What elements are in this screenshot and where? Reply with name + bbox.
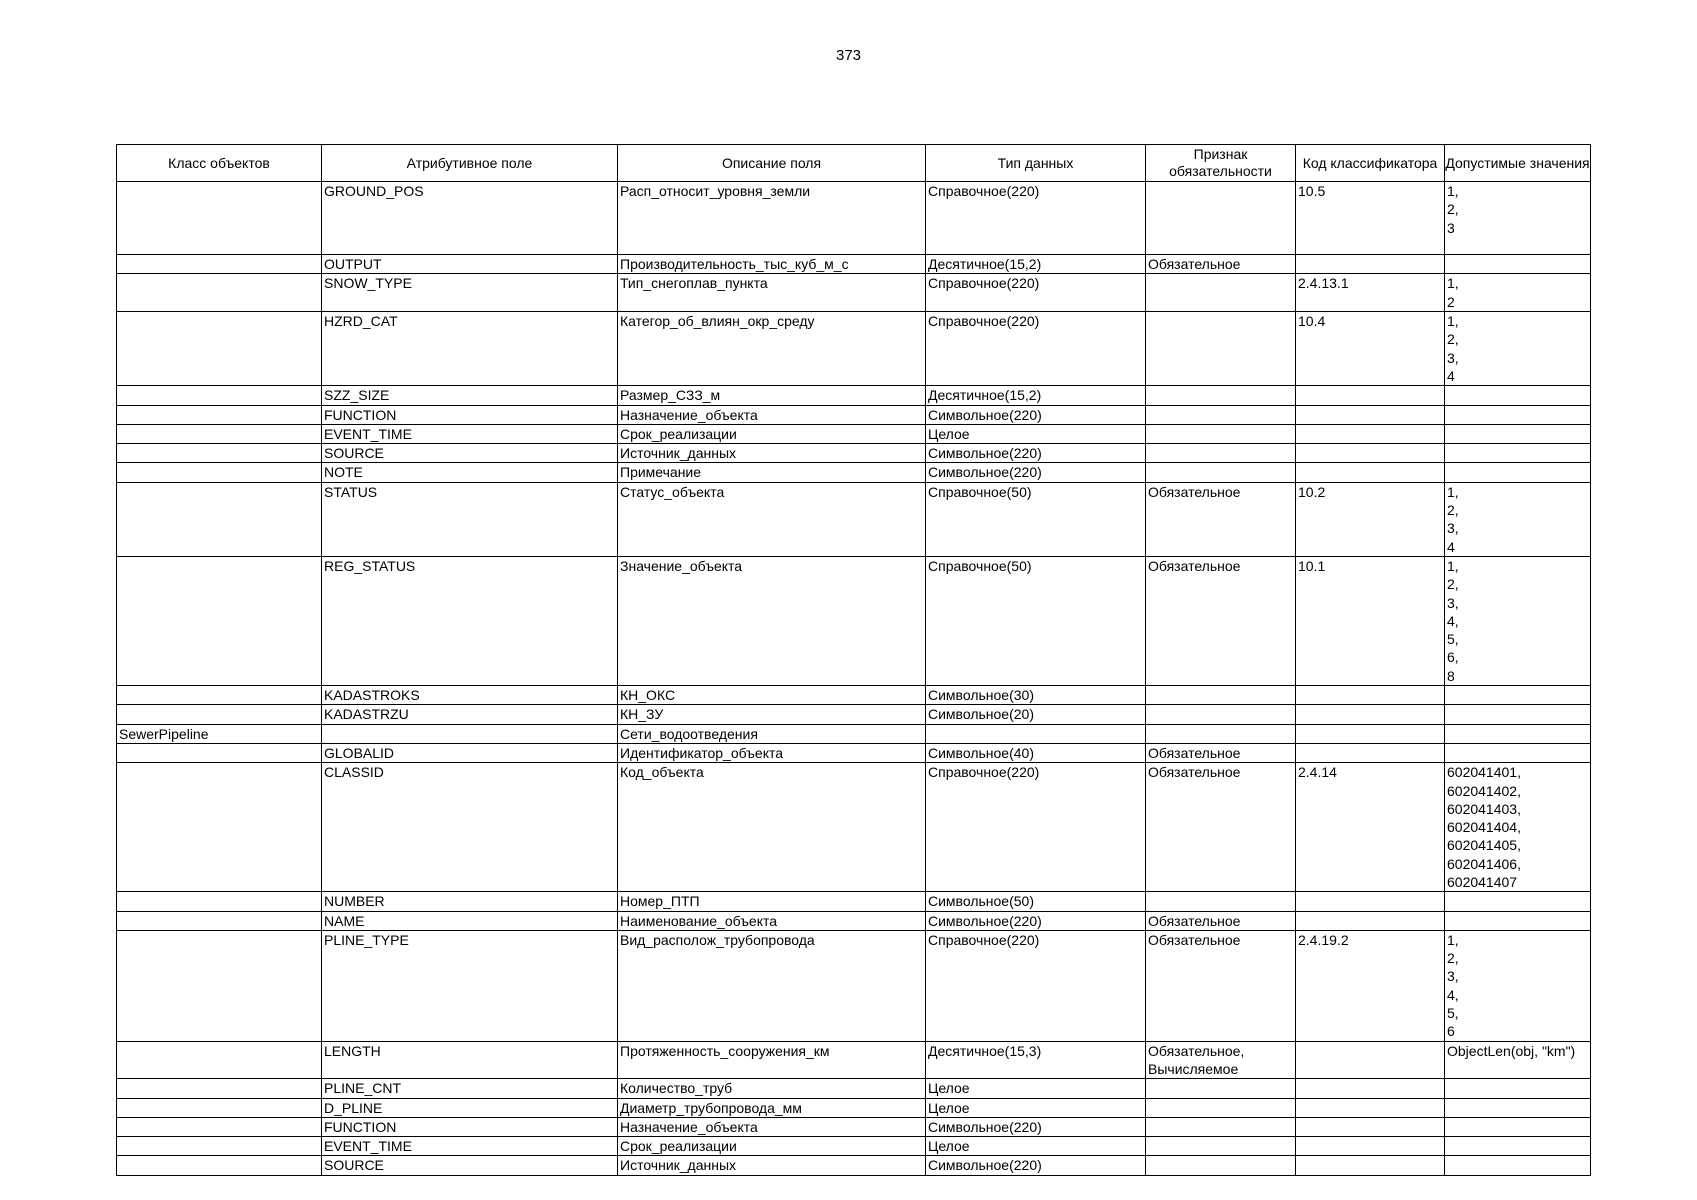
object-class-cell	[117, 1137, 322, 1156]
object-class-cell	[117, 463, 322, 482]
field-description-cell: Срок_реализации	[618, 424, 926, 443]
data-type-cell: Справочное(50)	[926, 482, 1146, 556]
object-class-cell	[117, 911, 322, 930]
data-type-cell: Справочное(220)	[926, 763, 1146, 892]
table-row	[117, 556, 1591, 685]
object-class-cell	[117, 1156, 322, 1175]
field-description-cell: Срок_реализации	[618, 1137, 926, 1156]
classifier-code-cell	[1296, 1079, 1445, 1098]
field-description-cell: Источник_данных	[618, 444, 926, 463]
allowed-values-cell	[1445, 1117, 1591, 1136]
table-row	[117, 1137, 1591, 1156]
header-data-type: Тип данных	[926, 145, 1146, 182]
attribute-field-cell: CLASSID	[322, 763, 618, 892]
attribute-field-cell: SNOW_TYPE	[322, 274, 618, 312]
header-field-description: Описание поля	[618, 145, 926, 182]
table-row	[117, 463, 1591, 482]
attribute-field-cell: STATUS	[322, 482, 618, 556]
attribute-field-cell: LENGTH	[322, 1041, 618, 1079]
allowed-values-cell: 1, 2, 3, 4	[1445, 312, 1591, 386]
attribute-field-cell: REG_STATUS	[322, 556, 618, 685]
data-type-cell: Символьное(220)	[926, 463, 1146, 482]
field-description-cell: Размер_СЗЗ_м	[618, 386, 926, 405]
field-description-cell: Источник_данных	[618, 1156, 926, 1175]
allowed-values-cell	[1445, 705, 1591, 724]
classifier-code-cell	[1296, 724, 1445, 743]
field-description-cell: Назначение_объекта	[618, 1117, 926, 1136]
allowed-values-cell: 602041401, 602041402, 602041403, 602041404, 602041405, 602041406, 602041407	[1445, 763, 1591, 892]
header-required-flag: Признак обязательности	[1146, 145, 1296, 182]
required-flag-cell	[1146, 1117, 1296, 1136]
data-type-cell: Целое	[926, 424, 1146, 443]
attribute-field-cell: OUTPUT	[322, 255, 618, 274]
allowed-values-cell: ObjectLen(obj, "km")	[1445, 1041, 1591, 1079]
table-body	[117, 182, 1591, 1176]
classifier-code-cell: 2.4.13.1	[1296, 274, 1445, 312]
table-row	[117, 892, 1591, 911]
table-row	[117, 444, 1591, 463]
attribute-table	[116, 144, 1591, 1176]
data-type-cell: Справочное(220)	[926, 930, 1146, 1041]
object-class-cell	[117, 705, 322, 724]
data-type-cell: Справочное(220)	[926, 274, 1146, 312]
data-type-cell: Целое	[926, 1079, 1146, 1098]
data-type-cell: Справочное(220)	[926, 182, 1146, 255]
object-class-cell	[117, 743, 322, 762]
table-row	[117, 405, 1591, 424]
allowed-values-cell	[1445, 743, 1591, 762]
table-row	[117, 386, 1591, 405]
attribute-field-cell: GLOBALID	[322, 743, 618, 762]
object-class-cell	[117, 312, 322, 386]
field-description-cell: Наименование_объекта	[618, 911, 926, 930]
header-allowed-values: Допустимые значения	[1445, 145, 1591, 182]
classifier-code-cell	[1296, 1041, 1445, 1079]
attribute-field-cell: FUNCTION	[322, 1117, 618, 1136]
field-description-cell: КН_ОКС	[618, 686, 926, 705]
data-type-cell: Символьное(40)	[926, 743, 1146, 762]
required-flag-cell	[1146, 1156, 1296, 1175]
object-class-cell	[117, 556, 322, 685]
data-type-cell: Справочное(220)	[926, 312, 1146, 386]
table-row	[117, 724, 1591, 743]
required-flag-cell	[1146, 1079, 1296, 1098]
required-flag-cell	[1146, 444, 1296, 463]
classifier-code-cell	[1296, 444, 1445, 463]
object-class-cell	[117, 182, 322, 255]
allowed-values-cell: 1, 2, 3, 4, 5, 6	[1445, 930, 1591, 1041]
required-flag-cell	[1146, 405, 1296, 424]
required-flag-cell	[1146, 705, 1296, 724]
classifier-code-cell: 2.4.14	[1296, 763, 1445, 892]
attribute-field-cell: NAME	[322, 911, 618, 930]
data-type-cell: Символьное(220)	[926, 911, 1146, 930]
data-type-cell: Десятичное(15,2)	[926, 255, 1146, 274]
data-type-cell: Символьное(220)	[926, 444, 1146, 463]
attribute-field-cell: SOURCE	[322, 444, 618, 463]
object-class-cell: SewerPipeline	[117, 724, 322, 743]
attribute-field-cell: GROUND_POS	[322, 182, 618, 255]
field-description-cell: Примечание	[618, 463, 926, 482]
classifier-code-cell	[1296, 463, 1445, 482]
attribute-field-cell: NUMBER	[322, 892, 618, 911]
data-type-cell: Десятичное(15,2)	[926, 386, 1146, 405]
classifier-code-cell: 10.2	[1296, 482, 1445, 556]
attribute-field-cell: KADASTROKS	[322, 686, 618, 705]
data-type-cell: Десятичное(15,3)	[926, 1041, 1146, 1079]
data-type-cell: Символьное(220)	[926, 405, 1146, 424]
required-flag-cell: Обязательное, Вычисляемое	[1146, 1041, 1296, 1079]
attribute-field-cell	[322, 724, 618, 743]
data-type-cell	[926, 724, 1146, 743]
classifier-code-cell	[1296, 892, 1445, 911]
field-description-cell: Протяженность_сооружения_км	[618, 1041, 926, 1079]
object-class-cell	[117, 424, 322, 443]
data-type-cell: Символьное(30)	[926, 686, 1146, 705]
field-description-cell: Номер_ПТП	[618, 892, 926, 911]
field-description-cell: Значение_объекта	[618, 556, 926, 685]
object-class-cell	[117, 686, 322, 705]
field-description-cell: Производительность_тыс_куб_м_с	[618, 255, 926, 274]
required-flag-cell: Обязательное	[1146, 930, 1296, 1041]
object-class-cell	[117, 444, 322, 463]
object-class-cell	[117, 1098, 322, 1117]
classifier-code-cell	[1296, 911, 1445, 930]
classifier-code-cell	[1296, 705, 1445, 724]
table-row	[117, 182, 1591, 255]
data-type-cell: Символьное(20)	[926, 705, 1146, 724]
attribute-field-cell: EVENT_TIME	[322, 424, 618, 443]
classifier-code-cell	[1296, 1117, 1445, 1136]
required-flag-cell	[1146, 463, 1296, 482]
classifier-code-cell	[1296, 386, 1445, 405]
object-class-cell	[117, 1117, 322, 1136]
attribute-field-cell: SOURCE	[322, 1156, 618, 1175]
attribute-field-cell: PLINE_CNT	[322, 1079, 618, 1098]
classifier-code-cell	[1296, 1137, 1445, 1156]
header-object-class: Класс объектов	[117, 145, 322, 182]
data-type-cell: Символьное(50)	[926, 892, 1146, 911]
required-flag-cell: Обязательное	[1146, 763, 1296, 892]
field-description-cell: Код_объекта	[618, 763, 926, 892]
table-row	[117, 686, 1591, 705]
object-class-cell	[117, 386, 322, 405]
required-flag-cell: Обязательное	[1146, 255, 1296, 274]
attribute-field-cell: NOTE	[322, 463, 618, 482]
classifier-code-cell: 10.5	[1296, 182, 1445, 255]
classifier-code-cell	[1296, 405, 1445, 424]
object-class-cell	[117, 274, 322, 312]
classifier-code-cell: 2.4.19.2	[1296, 930, 1445, 1041]
field-description-cell: Диаметр_трубопровода_мм	[618, 1098, 926, 1117]
table-row	[117, 743, 1591, 762]
required-flag-cell	[1146, 182, 1296, 255]
table-row	[117, 424, 1591, 443]
object-class-cell	[117, 763, 322, 892]
object-class-cell	[117, 1079, 322, 1098]
attribute-field-cell: D_PLINE	[322, 1098, 618, 1117]
required-flag-cell	[1146, 386, 1296, 405]
allowed-values-cell	[1445, 405, 1591, 424]
required-flag-cell: Обязательное	[1146, 482, 1296, 556]
table-row	[117, 930, 1591, 1041]
object-class-cell	[117, 1041, 322, 1079]
allowed-values-cell: 1, 2, 3	[1445, 182, 1591, 255]
header-classifier-code: Код классификатора	[1296, 145, 1445, 182]
allowed-values-cell	[1445, 724, 1591, 743]
allowed-values-cell	[1445, 1079, 1591, 1098]
classifier-code-cell: 10.1	[1296, 556, 1445, 685]
table-row	[117, 1117, 1591, 1136]
field-description-cell: Вид_располож_трубопровода	[618, 930, 926, 1041]
classifier-code-cell	[1296, 686, 1445, 705]
required-flag-cell	[1146, 892, 1296, 911]
field-description-cell: Статус_объекта	[618, 482, 926, 556]
attribute-field-cell: KADASTRZU	[322, 705, 618, 724]
allowed-values-cell	[1445, 686, 1591, 705]
allowed-values-cell: 1, 2, 3, 4, 5, 6, 8	[1445, 556, 1591, 685]
allowed-values-cell	[1445, 424, 1591, 443]
attribute-field-cell: SZZ_SIZE	[322, 386, 618, 405]
required-flag-cell: Обязательное	[1146, 911, 1296, 930]
classifier-code-cell	[1296, 1156, 1445, 1175]
required-flag-cell: Обязательное	[1146, 556, 1296, 685]
table-row	[117, 1098, 1591, 1117]
required-flag-cell	[1146, 686, 1296, 705]
required-flag-cell	[1146, 1098, 1296, 1117]
classifier-code-cell	[1296, 1098, 1445, 1117]
field-description-cell: Идентификатор_объекта	[618, 743, 926, 762]
table-row	[117, 1079, 1591, 1098]
allowed-values-cell	[1445, 1137, 1591, 1156]
field-description-cell: Количество_труб	[618, 1079, 926, 1098]
required-flag-cell	[1146, 724, 1296, 743]
allowed-values-cell	[1445, 911, 1591, 930]
allowed-values-cell	[1445, 255, 1591, 274]
allowed-values-cell	[1445, 1156, 1591, 1175]
classifier-code-cell	[1296, 424, 1445, 443]
table-row	[117, 705, 1591, 724]
object-class-cell	[117, 482, 322, 556]
table-row	[117, 911, 1591, 930]
field-description-cell: Сети_водоотведения	[618, 724, 926, 743]
object-class-cell	[117, 892, 322, 911]
attribute-field-cell: HZRD_CAT	[322, 312, 618, 386]
allowed-values-cell	[1445, 463, 1591, 482]
object-class-cell	[117, 405, 322, 424]
classifier-code-cell	[1296, 255, 1445, 274]
data-type-cell: Справочное(50)	[926, 556, 1146, 685]
attribute-field-cell: EVENT_TIME	[322, 1137, 618, 1156]
required-flag-cell	[1146, 1137, 1296, 1156]
table-row	[117, 482, 1591, 556]
allowed-values-cell	[1445, 892, 1591, 911]
table-row	[117, 255, 1591, 274]
attribute-field-cell: FUNCTION	[322, 405, 618, 424]
field-description-cell: Назначение_объекта	[618, 405, 926, 424]
field-description-cell: Тип_снегоплав_пункта	[618, 274, 926, 312]
required-flag-cell	[1146, 312, 1296, 386]
data-type-cell: Символьное(220)	[926, 1156, 1146, 1175]
table-row	[117, 312, 1591, 386]
table-row	[117, 763, 1591, 892]
header-attribute-field: Атрибутивное поле	[322, 145, 618, 182]
data-type-cell: Целое	[926, 1137, 1146, 1156]
allowed-values-cell: 1, 2, 3, 4	[1445, 482, 1591, 556]
object-class-cell	[117, 255, 322, 274]
allowed-values-cell	[1445, 444, 1591, 463]
field-description-cell: Категор_об_влиян_окр_среду	[618, 312, 926, 386]
attribute-field-cell: PLINE_TYPE	[322, 930, 618, 1041]
required-flag-cell	[1146, 424, 1296, 443]
field-description-cell: КН_ЗУ	[618, 705, 926, 724]
header-row	[117, 145, 1591, 182]
allowed-values-cell: 1, 2	[1445, 274, 1591, 312]
data-type-cell: Символьное(220)	[926, 1117, 1146, 1136]
table-row	[117, 1156, 1591, 1175]
table-row	[117, 1041, 1591, 1079]
required-flag-cell	[1146, 274, 1296, 312]
data-type-cell: Целое	[926, 1098, 1146, 1117]
object-class-cell	[117, 930, 322, 1041]
page-number: 373	[835, 47, 862, 64]
allowed-values-cell	[1445, 386, 1591, 405]
allowed-values-cell	[1445, 1098, 1591, 1117]
classifier-code-cell	[1296, 743, 1445, 762]
classifier-code-cell: 10.4	[1296, 312, 1445, 386]
required-flag-cell: Обязательное	[1146, 743, 1296, 762]
table-row	[117, 274, 1591, 312]
field-description-cell: Расп_относит_уровня_земли	[618, 182, 926, 255]
